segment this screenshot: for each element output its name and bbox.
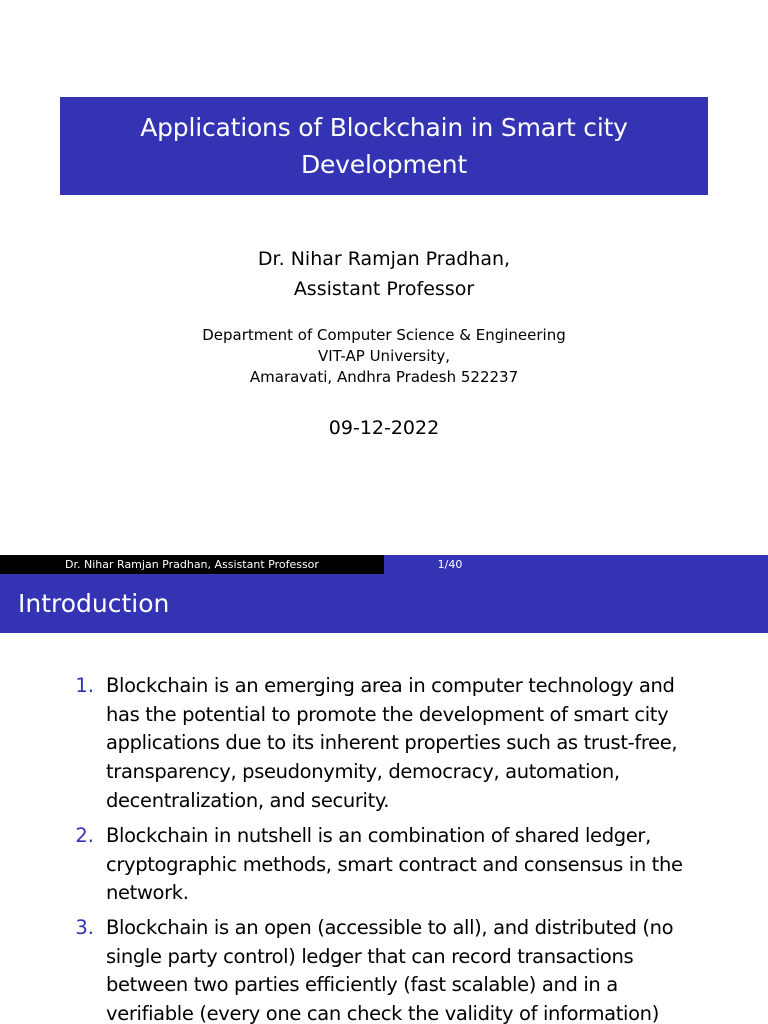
list-item-line: Blockchain in nutshell is an combination of shared ledger, (106, 824, 651, 847)
title-line-2: Development (300, 150, 468, 179)
list-item-text (106, 822, 716, 908)
list-item-line: Blockchain is an open (accessible to all), and distributed (no (106, 916, 674, 939)
institute-address: Amaravati, Andhra Pradesh 522237 (249, 368, 519, 386)
title-banner (60, 97, 708, 195)
author-role: Assistant Professor (293, 278, 475, 300)
institute-department: Department of Computer Science & Engineering (202, 326, 566, 344)
frame-title-bar (0, 574, 768, 633)
title-line-1: Applications of Blockchain in Smart city (140, 113, 628, 142)
list-item-line: network. (106, 881, 189, 905)
list-item-text (106, 914, 716, 1024)
list-item-line: decentralization, and security. (106, 788, 390, 812)
presentation-date: 09-12-2022 (328, 417, 440, 439)
author-block (0, 244, 768, 304)
list-item-line: between two parties efficiently (fast scalable) and in a (106, 973, 618, 997)
list-item-line: cryptographic methods, smart contract and consensus in the (106, 852, 683, 876)
institute-university: VIT-AP University, (317, 347, 451, 365)
footer-page-number: 1/40 (437, 558, 463, 571)
author-name: Dr. Nihar Ramjan Pradhan, (257, 248, 511, 270)
list-item-line: single party control) ledger that can record transactions (106, 944, 634, 968)
list-item-line: Blockchain is an emerging area in computer technology and (106, 674, 675, 697)
list-item-line: has the potential to promote the development of smart city (106, 702, 669, 726)
list-item-line: applications due to its inherent properties such as trust-free, (106, 731, 678, 755)
frame-title: Introduction (18, 589, 170, 618)
footer-author: Dr. Nihar Ramjan Pradhan, Assistant Professor (0, 555, 384, 574)
institute-block (0, 325, 768, 388)
list-item-line: transparency, pseudonymity, democracy, automation, (106, 760, 620, 784)
list-item-number: 1. (75, 674, 94, 697)
footer-bar (0, 555, 768, 574)
list-item-line: verifiable (every one can check the validity of information) (106, 1002, 659, 1024)
list-item-number: 2. (75, 824, 94, 847)
list-item-text (106, 672, 716, 816)
list-item-number: 3. (75, 916, 94, 939)
frame-body (0, 633, 768, 1024)
